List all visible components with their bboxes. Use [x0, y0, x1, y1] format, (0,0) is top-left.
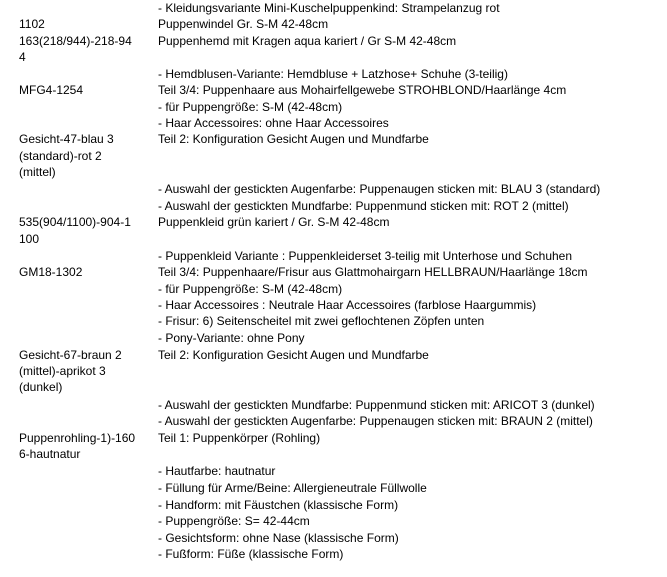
item-description: - Handform: mit Fäustchen (klassische Form) — [158, 498, 399, 512]
article-number: Gesicht-47-blau 3 — [19, 132, 114, 146]
article-number: Puppenrohling-1)-160 — [19, 431, 136, 445]
item-description: Teil 3/4: Puppenhaare/Frisur aus Glattmohairgarn HELLBRAUN/Haarlänge 18cm — [158, 265, 588, 279]
item-description: - Füllung für Arme/Beine: Allergieneutrale Füllwolle — [158, 481, 427, 495]
article-number: 100 — [19, 232, 40, 246]
item-description: Teil 3/4: Puppenhaare aus Mohairfellgewebe STROHBLOND/Haarlänge 4cm — [158, 83, 567, 97]
item-description: - Auswahl der gestickten Augenfarbe: Puppenaugen sticken mit: BLAU 3 (standard) — [158, 182, 601, 196]
article-number: MFG4-1254 — [19, 83, 84, 97]
item-description: - Kleidungsvariante Mini-Kuschelpuppenkind: Strampelanzug rot — [158, 1, 500, 15]
article-number: (standard)-rot 2 — [19, 149, 102, 163]
article-number: Gesicht-67-braun 2 — [19, 348, 122, 362]
item-description: - Auswahl der gestickten Augenfarbe: Puppenaugen sticken mit: BRAUN 2 (mittel) — [158, 414, 593, 428]
item-description: Puppenkleid grün kariert / Gr. S-M 42-48cm — [158, 215, 390, 229]
article-number: 6-hautnatur — [19, 447, 81, 461]
item-description: - für Puppengröße: S-M (42-48cm) — [158, 100, 343, 114]
item-description: - für Puppengröße: S-M (42-48cm) — [158, 282, 343, 296]
item-description: Puppenwindel Gr. S-M 42-48cm — [158, 17, 329, 31]
article-number: 4 — [19, 50, 26, 64]
item-description: - Haar Accessoires : Neutrale Haar Accessoires (farblose Haargummis) — [158, 298, 537, 312]
item-description: Teil 1: Puppenkörper (Rohling) — [158, 431, 321, 445]
item-description: - Frisur: 6) Seitenscheitel mit zwei geflochtenen Zöpfen unten — [158, 314, 485, 328]
item-description: - Pony-Variante: ohne Pony — [158, 331, 305, 345]
item-description: - Auswahl der gestickten Mundfarbe: Puppenmund sticken mit: ARICOT 3 (dunkel) — [158, 398, 595, 412]
item-description: Puppenhemd mit Kragen aqua kariert / Gr S-M 42-48cm — [158, 34, 457, 48]
item-description: - Hautfarbe: hautnatur — [158, 464, 276, 478]
article-number: (mittel)-aprikot 3 — [19, 364, 106, 378]
article-number: GM18-1302 — [19, 265, 83, 279]
item-description: - Haar Accessoires: ohne Haar Accessoires — [158, 116, 389, 130]
item-description: - Fußform: Füße (klassische Form) — [158, 547, 344, 561]
item-description: Teil 2: Konfiguration Gesicht Augen und Mundfarbe — [158, 348, 429, 362]
article-number: 163(218/944)-218-94 — [19, 34, 132, 48]
article-number: 1102 — [19, 17, 45, 31]
item-description: - Gesichtsform: ohne Nase (klassische Form) — [158, 531, 399, 545]
article-number: 535(904/1100)-904-1 — [19, 215, 131, 229]
article-number: (mittel) — [19, 165, 56, 179]
item-description: - Puppengröße: S= 42-44cm — [158, 514, 310, 528]
item-description: - Auswahl der gestickten Mundfarbe: Puppenmund sticken mit: ROT 2 (mittel) — [158, 199, 569, 213]
item-description: - Hemdblusen-Variante: Hemdbluse + Latzhose+ Schuhe (3-teilig) — [158, 67, 508, 81]
item-description: - Puppenkleid Variante : Puppenkleiderset 3-teilig mit Unterhose und Schuhen — [158, 249, 573, 263]
article-number: (dunkel) — [19, 380, 63, 394]
item-description: Teil 2: Konfiguration Gesicht Augen und Mundfarbe — [158, 132, 429, 146]
